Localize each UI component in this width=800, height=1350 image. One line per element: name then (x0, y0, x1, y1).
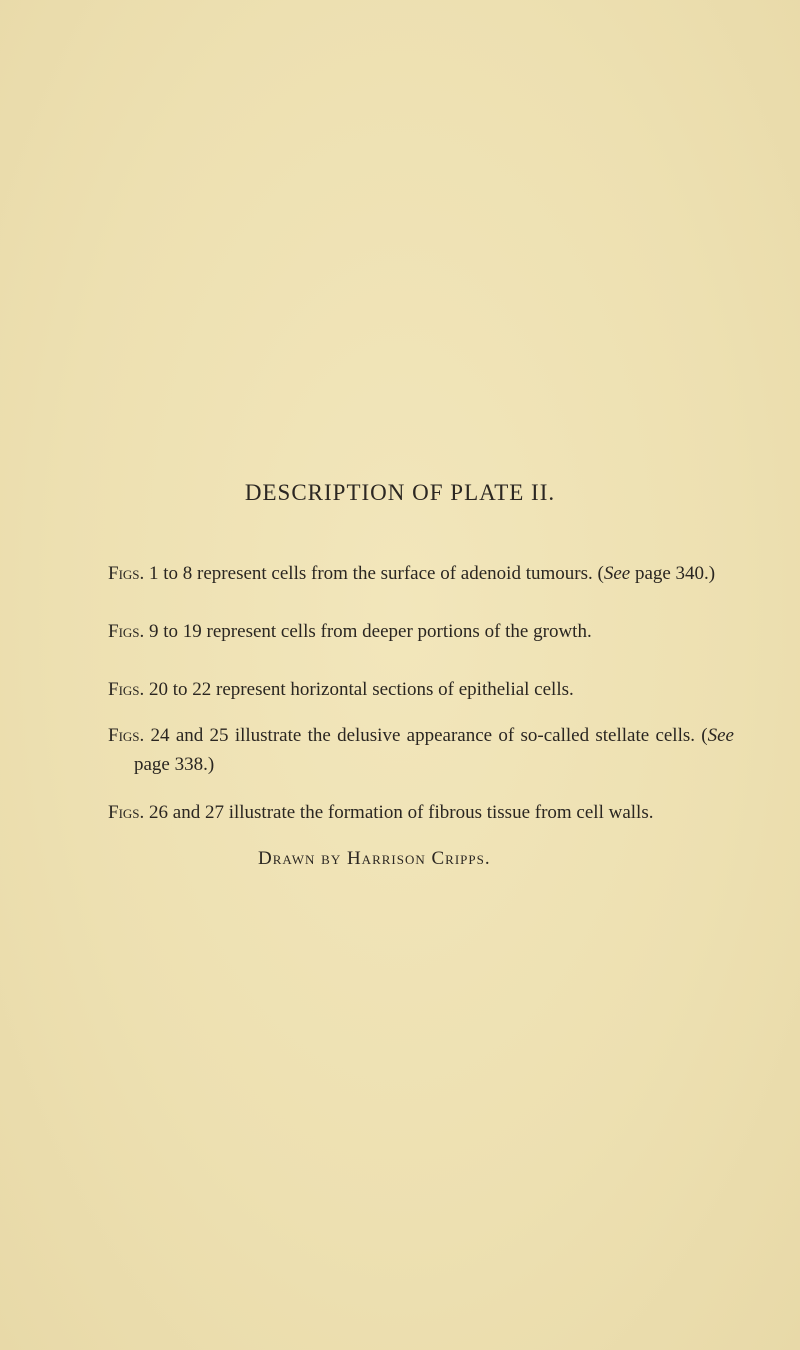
figs-lead: Figs. (108, 563, 145, 584)
figs-lead: Figs. (108, 621, 145, 642)
entry-text: 1 to 8 represent cells from the surface of adenoid tumours. ( (144, 563, 604, 584)
figure-entry (108, 617, 734, 646)
artist-credit: Drawn by Harrison Cripps. (258, 848, 491, 869)
see-reference: See (603, 563, 631, 584)
figure-entry (108, 675, 734, 704)
page-title: DESCRIPTION OF PLATE II. (244, 480, 556, 505)
entry-text-tail: page 340.) (630, 563, 716, 584)
figs-lead: Figs. (108, 725, 145, 746)
entry-text-tail: page 338.) (134, 754, 215, 775)
figs-lead: Figs. (108, 802, 145, 823)
figs-lead: Figs. (108, 679, 145, 700)
entry-text: 9 to 19 represent cells from deeper portions of the growth. (144, 621, 592, 642)
entry-text: 26 and 27 illustrate the formation of fibrous tissue from cell walls. (144, 802, 654, 823)
figure-entry (108, 559, 734, 588)
figure-entry (108, 798, 734, 827)
see-reference: See (707, 725, 734, 746)
entry-text: 20 to 22 represent horizontal sections of epithelial cells. (144, 679, 574, 700)
figure-entry (108, 721, 734, 779)
entry-text: 24 and 25 illustrate the delusive appearance of so-called stellate cells. ( (144, 725, 708, 746)
